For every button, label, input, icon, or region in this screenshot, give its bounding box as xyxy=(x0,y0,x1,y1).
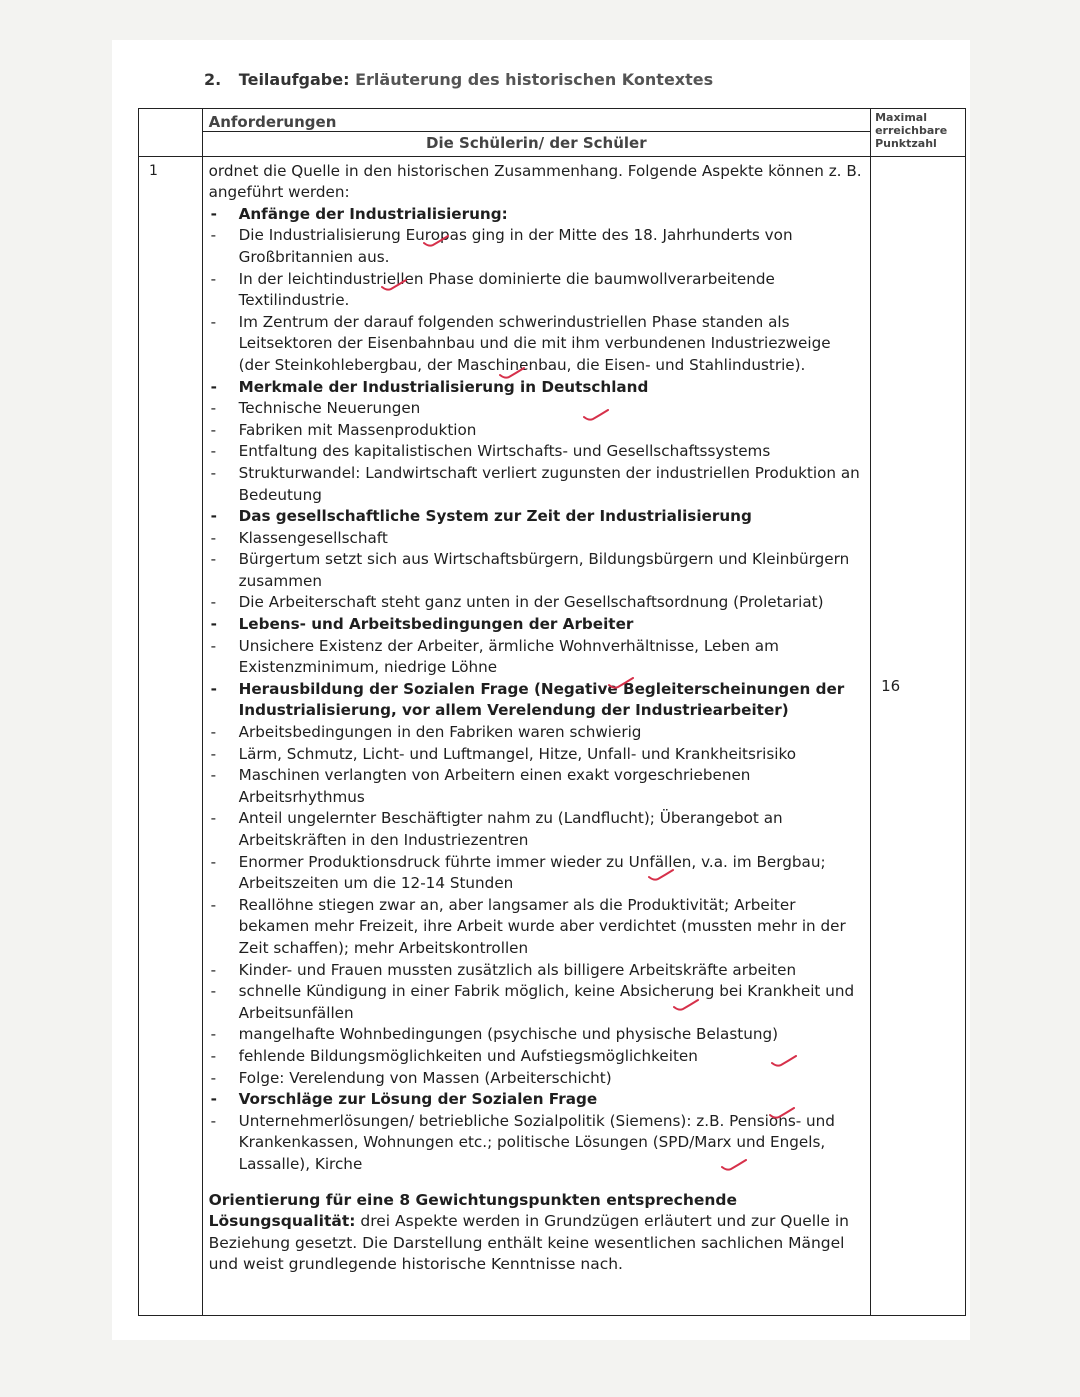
footer-note xyxy=(209,1190,866,1276)
list-dash: - xyxy=(210,528,217,547)
list-item xyxy=(209,1024,866,1046)
list-item xyxy=(209,420,866,442)
intro-text: ordnet die Quelle in den historischen Zusammenhang. Folgende Aspekte können z. B. angeführt werden: xyxy=(208,161,862,202)
list-dash: - xyxy=(210,312,217,331)
list-item xyxy=(209,895,866,960)
check-mark-icon xyxy=(608,677,634,689)
list-item-text: Das gesellschaftliche System zur Zeit der Industrialisierung xyxy=(238,507,752,526)
list-dash: - xyxy=(210,377,217,396)
list-dash: - xyxy=(210,723,217,742)
footer-text: drei Aspekte werden in Grundzügen erläutert und zur Quelle in Beziehung gesetzt. Die Darstellung enthält keine wesentlichen sachlichen Mängel und weist grundlegende historische Kenntnisse nach. xyxy=(208,1212,850,1274)
list-item-text: Merkmale der Industrialisierung in Deutschland xyxy=(238,377,649,396)
check-mark-icon xyxy=(648,869,674,881)
list-item xyxy=(209,441,866,463)
list-dash: - xyxy=(210,420,217,439)
header-requirements-cell xyxy=(202,109,870,157)
list-item xyxy=(209,312,866,377)
list-item-text: In der leichtindustriellen Phase dominierte die baumwollverarbeitende Textilindustrie. xyxy=(238,269,775,310)
task-number: 2. xyxy=(204,70,222,89)
list-dash: - xyxy=(210,766,217,785)
list-dash: - xyxy=(210,463,217,482)
row-number: 1 xyxy=(149,162,158,179)
list-item xyxy=(209,981,866,1024)
list-item xyxy=(209,1046,866,1068)
list-item-text: Folge: Verelendung von Massen (Arbeiterschicht) xyxy=(238,1068,612,1087)
list-item xyxy=(209,1068,866,1090)
check-mark-icon xyxy=(771,1055,797,1067)
list-item-text: Anfänge der Industrialisierung: xyxy=(238,204,508,223)
list-item xyxy=(209,398,866,420)
list-item-text: Entfaltung des kapitalistischen Wirtschafts- und Gesellschaftssystems xyxy=(238,442,771,461)
list-item-text: Arbeitsbedingungen in den Fabriken waren schwierig xyxy=(238,723,642,742)
list-item xyxy=(209,744,866,766)
list-item-text: Fabriken mit Massenproduktion xyxy=(238,420,477,439)
list-item-text: Strukturwandel: Landwirtschaft verliert zugunsten der industriellen Produktion an Bedeutung xyxy=(238,463,860,504)
list-dash: - xyxy=(210,1046,217,1065)
list-item-text: Unternehmerlösungen/ betriebliche Sozialpolitik (Siemens): z.B. Pensions- und Krankenkassen, Wohnungen etc.; politische Lösungen (SPD/Marx und Engels, Lassalle), Kirche xyxy=(238,1111,835,1173)
points-cell xyxy=(871,156,966,1315)
task-title: Erläuterung des historischen Kontextes xyxy=(355,70,714,89)
check-mark-icon xyxy=(499,367,525,379)
check-mark-icon xyxy=(721,1159,747,1171)
evaluation-table xyxy=(138,108,966,1316)
requirements-content xyxy=(203,157,870,1276)
list-item xyxy=(209,636,866,679)
list-item-text: Lebens- und Arbeitsbedingungen der Arbeiter xyxy=(238,615,634,634)
requirements-content-cell xyxy=(202,156,870,1315)
list-dash: - xyxy=(210,593,217,612)
list-item-text: mangelhafte Wohnbedingungen (psychische und physische Belastung) xyxy=(238,1025,779,1044)
list-item-text: Im Zentrum der darauf folgenden schwerindustriellen Phase standen als Leitsektoren der Eisenbahnbau und die mit ihm verbundenen Industriezweige (der Steinkohlebergbau, der Maschinenbau, die Eisen- und Stahlindustrie). xyxy=(238,312,831,374)
row-number-cell xyxy=(139,156,203,1315)
list-item-text: schnelle Kündigung in einer Fabrik möglich, keine Absicherung bei Krankheit und Arbeitsunfällen xyxy=(238,982,855,1022)
list-dash: - xyxy=(210,399,217,418)
check-mark-icon xyxy=(583,409,609,421)
list-item-text: Unsichere Existenz der Arbeiter, ärmliche Wohnverhältnisse, Leben am Existenzminimum, niedrige Löhne xyxy=(238,636,779,677)
list-item-text: Kinder- und Frauen mussten zusätzlich als billigere Arbeitskräfte arbeiten xyxy=(238,960,797,979)
check-mark-icon xyxy=(423,235,449,247)
list-item xyxy=(209,722,866,744)
list-dash: - xyxy=(210,744,217,763)
list-dash: - xyxy=(210,852,217,871)
check-mark-icon xyxy=(381,279,407,291)
list-item-text: Anteil ungelernter Beschäftigter nahm zu (Landflucht); Überangebot an Arbeitskräften in den Industriezentren xyxy=(238,809,783,850)
list-dash: - xyxy=(210,226,217,245)
list-dash: - xyxy=(210,960,217,979)
list-dash: - xyxy=(210,1068,217,1087)
list-item-text: Enormer Produktionsdruck führte immer wieder zu Unfällen, v.a. im Bergbau; Arbeitszeiten um die 12-14 Stunden xyxy=(238,852,826,893)
list-dash: - xyxy=(210,809,217,828)
list-item-text: Bürgertum setzt sich aus Wirtschaftsbürgern, Bildungsbürgern und Kleinbürgern zusammen xyxy=(238,550,850,590)
task-heading xyxy=(204,70,713,89)
list-dash: - xyxy=(210,636,217,655)
footer-bold: Orientierung für eine 8 Gewichtungspunkten entsprechende Lösungsqualität: xyxy=(208,1190,738,1231)
list-dash: - xyxy=(210,550,217,569)
table-row xyxy=(139,156,966,1315)
list-item-text: Maschinen verlangten von Arbeitern einen exakt vorgeschriebenen Arbeitsrhythmus xyxy=(238,766,751,806)
list-item xyxy=(209,1089,866,1111)
list-item xyxy=(209,765,866,808)
list-item xyxy=(209,592,866,614)
list-item-text: fehlende Bildungsmöglichkeiten und Aufstiegsmöglichkeiten xyxy=(238,1046,698,1065)
header-requirements: Anforderungen xyxy=(208,113,337,131)
list-item-text: Technische Neuerungen xyxy=(238,399,421,418)
list-item xyxy=(209,463,866,506)
list-item xyxy=(209,225,866,268)
list-dash: - xyxy=(210,269,217,288)
check-mark-icon xyxy=(769,1107,795,1119)
header-empty-cell xyxy=(139,109,203,157)
header-max-points: Maximal erreichbare Punktzahl xyxy=(875,111,948,150)
header-subject: Die Schülerin/ der Schüler xyxy=(203,131,870,154)
list-item xyxy=(209,679,866,722)
list-item xyxy=(209,852,866,895)
task-label: Teilaufgabe: xyxy=(238,70,350,89)
list-dash: - xyxy=(210,204,217,223)
list-item xyxy=(209,204,866,226)
list-dash: - xyxy=(210,1111,217,1130)
list-item-text: Vorschläge zur Lösung der Sozialen Frage xyxy=(238,1090,598,1109)
list-item-text: Die Arbeiterschaft steht ganz unten in der Gesellschaftsordnung (Proletariat) xyxy=(238,593,824,612)
list-dash: - xyxy=(210,615,217,634)
list-item-text: Klassengesellschaft xyxy=(238,528,388,547)
list-item xyxy=(209,377,866,399)
points-value: 16 xyxy=(881,676,901,695)
list-dash: - xyxy=(210,442,217,461)
list-item xyxy=(209,614,866,636)
list-item-text: Die Industrialisierung Europas ging in der Mitte des 18. Jahrhunderts von Großbritannien aus. xyxy=(238,226,793,266)
list-item xyxy=(209,549,866,592)
aspect-list xyxy=(209,204,866,1176)
list-dash: - xyxy=(210,895,217,914)
list-item-text: Reallöhne stiegen zwar an, aber langsamer als die Produktivität; Arbeiter bekamen mehr Freizeit, ihre Arbeit wurde aber verdichtet (mussten mehr in der Zeit schaffen); mehr Arbeitskontrollen xyxy=(238,895,846,957)
check-mark-icon xyxy=(673,999,699,1011)
list-item xyxy=(209,269,866,312)
list-item xyxy=(209,960,866,982)
list-item xyxy=(209,808,866,851)
list-dash: - xyxy=(210,507,217,526)
list-dash: - xyxy=(210,982,217,1001)
list-item xyxy=(209,506,866,528)
list-dash: - xyxy=(210,1090,217,1109)
table-header-row xyxy=(139,109,966,157)
list-item xyxy=(209,528,866,550)
list-item-text: Herausbildung der Sozialen Frage (Negative Begleiterscheinungen der Industrialisierung, vor allem Verelendung der Industriearbeiter) xyxy=(238,679,845,720)
document-page xyxy=(112,40,970,1340)
list-dash: - xyxy=(210,1025,217,1044)
list-item-text: Lärm, Schmutz, Licht- und Luftmangel, Hitze, Unfall- und Krankheitsrisiko xyxy=(238,744,797,763)
list-item xyxy=(209,1111,866,1176)
list-dash: - xyxy=(210,679,217,698)
header-max-points-cell xyxy=(871,109,966,157)
